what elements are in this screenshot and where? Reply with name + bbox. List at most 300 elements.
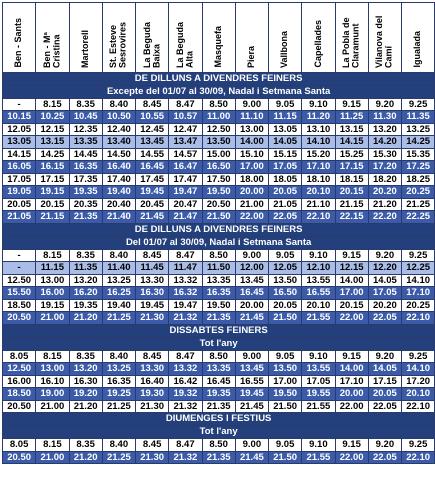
departure-time: 9.20 (368, 98, 401, 111)
departure-time: 19.32 (169, 388, 202, 401)
timetable-row (3, 198, 435, 211)
departure-time: 16.42 (169, 375, 202, 388)
departure-time: 13.35 (202, 274, 235, 287)
departure-time: 16.00 (36, 287, 69, 300)
departure-time: 21.20 (69, 451, 102, 464)
departure-time: - (3, 249, 36, 262)
departure-time: 13.45 (136, 136, 169, 149)
departure-time: 13.20 (69, 274, 102, 287)
departure-time: 20.50 (202, 198, 235, 211)
departure-time: 17.50 (202, 173, 235, 186)
timetable-row (3, 249, 435, 262)
departure-time: 12.05 (269, 262, 302, 275)
departure-time: 8.15 (36, 439, 69, 452)
departure-time: 20.20 (368, 299, 401, 312)
timetable-row (3, 123, 435, 136)
departure-time: 18.15 (335, 173, 368, 186)
departure-time: 21.32 (169, 400, 202, 413)
departure-time: 9.00 (235, 439, 268, 452)
departure-time: 21.05 (3, 211, 36, 224)
departure-time: 12.25 (402, 262, 435, 275)
departure-time: 21.30 (136, 400, 169, 413)
departure-time: 14.57 (169, 148, 202, 161)
departure-time: 16.50 (269, 287, 302, 300)
departure-time: 10.55 (136, 111, 169, 124)
departure-time: 17.05 (269, 161, 302, 174)
departure-time: 14.25 (402, 136, 435, 149)
section-title: DISSABTES FEINERS (3, 324, 435, 337)
departure-time: 16.35 (202, 287, 235, 300)
timetable-body (3, 3, 435, 464)
departure-time: 18.05 (269, 173, 302, 186)
departure-time: 19.50 (202, 299, 235, 312)
departure-time: 17.40 (102, 173, 135, 186)
departure-time: 13.10 (302, 123, 335, 136)
departure-time: 8.45 (136, 350, 169, 363)
departure-time: 20.25 (402, 299, 435, 312)
departure-time: 14.00 (335, 363, 368, 376)
station-name: Capellades (312, 20, 323, 68)
departure-time: 8.47 (169, 98, 202, 111)
departure-time: 21.45 (235, 451, 268, 464)
departure-time: 10.57 (169, 111, 202, 124)
departure-time: 20.05 (269, 299, 302, 312)
departure-time: 21.25 (102, 451, 135, 464)
station-name: Vilanova del Camí (374, 15, 394, 68)
departure-time: 20.25 (402, 186, 435, 199)
departure-time: 20.05 (269, 186, 302, 199)
departure-time: 19.47 (169, 186, 202, 199)
departure-time: 17.00 (335, 287, 368, 300)
departure-time: 13.00 (36, 274, 69, 287)
departure-time: 20.00 (235, 186, 268, 199)
departure-time: 20.20 (368, 186, 401, 199)
departure-time: 12.50 (202, 123, 235, 136)
departure-time: 21.30 (136, 312, 169, 325)
departure-time: 13.00 (235, 123, 268, 136)
departure-time: 11.30 (368, 111, 401, 124)
departure-time: 8.15 (36, 350, 69, 363)
departure-time: 20.15 (36, 198, 69, 211)
station-header (202, 3, 235, 73)
departure-time: 17.15 (335, 161, 368, 174)
departure-time: 8.47 (169, 439, 202, 452)
departure-time: 13.45 (235, 363, 268, 376)
departure-time: 21.50 (202, 211, 235, 224)
departure-time: 21.20 (69, 312, 102, 325)
departure-time: 20.05 (3, 198, 36, 211)
departure-time: 20.45 (136, 198, 169, 211)
departure-time: 21.32 (169, 451, 202, 464)
departure-time: 8.45 (136, 439, 169, 452)
departure-time: 19.35 (69, 299, 102, 312)
departure-time: 9.00 (235, 249, 268, 262)
departure-time: 22.05 (269, 211, 302, 224)
station-name: St. Esteve Sesrovires (108, 21, 128, 68)
departure-time: 21.32 (169, 312, 202, 325)
section-subtitle-row (3, 236, 435, 249)
departure-time: 17.15 (368, 375, 401, 388)
station-name: La Beguda Alta (174, 21, 195, 68)
departure-time: 11.00 (202, 111, 235, 124)
departure-time: 19.35 (69, 186, 102, 199)
departure-time: 14.05 (368, 363, 401, 376)
departure-time: 16.55 (235, 375, 268, 388)
departure-time: 8.50 (202, 249, 235, 262)
departure-time: 11.35 (402, 111, 435, 124)
departure-time: 21.25 (102, 400, 135, 413)
departure-time: 9.05 (269, 98, 302, 111)
departure-time: 14.05 (368, 274, 401, 287)
departure-time: 13.20 (69, 363, 102, 376)
departure-time: 10.25 (36, 111, 69, 124)
station-name: La Pobla de Claramunt (341, 17, 361, 68)
departure-time: 22.10 (402, 400, 435, 413)
departure-time: 20.35 (69, 198, 102, 211)
departure-time: 13.25 (402, 123, 435, 136)
departure-time: 22.10 (302, 211, 335, 224)
station-header (368, 3, 401, 73)
station-name: Masquefa (212, 26, 223, 68)
departure-time: 22.15 (335, 211, 368, 224)
departure-time: 17.10 (335, 375, 368, 388)
departure-time: 21.45 (136, 211, 169, 224)
departure-time: 13.25 (102, 274, 135, 287)
departure-time: 14.20 (368, 136, 401, 149)
departure-time: 15.00 (202, 148, 235, 161)
departure-time: 17.10 (302, 161, 335, 174)
departure-time: 8.15 (36, 98, 69, 111)
departure-time: 19.45 (136, 299, 169, 312)
departure-time: 16.00 (3, 375, 36, 388)
departure-time: 17.05 (3, 173, 36, 186)
departure-time: 21.25 (102, 312, 135, 325)
timetable-row (3, 262, 435, 275)
departure-time: 8.35 (69, 350, 102, 363)
departure-time: 8.35 (69, 439, 102, 452)
departure-time: 16.10 (36, 375, 69, 388)
departure-time: 19.47 (169, 299, 202, 312)
section-subtitle: Tot l'any (3, 426, 435, 439)
departure-time: 20.50 (3, 400, 36, 413)
departure-time: 19.20 (69, 388, 102, 401)
departure-time: 13.00 (36, 363, 69, 376)
departure-time: 19.35 (202, 388, 235, 401)
station-name: Martorell (79, 29, 90, 68)
departure-time: 20.15 (335, 186, 368, 199)
timetable-row (3, 98, 435, 111)
departure-time: 21.05 (269, 198, 302, 211)
departure-time: 14.25 (36, 148, 69, 161)
departure-time: 21.00 (36, 312, 69, 325)
departure-time: 13.05 (3, 136, 36, 149)
departure-time: 17.00 (269, 375, 302, 388)
departure-time: 19.40 (102, 299, 135, 312)
departure-time: 16.35 (102, 375, 135, 388)
departure-time: 16.50 (202, 161, 235, 174)
departure-time: 12.35 (69, 123, 102, 136)
departure-time: 21.55 (302, 400, 335, 413)
departure-time: 19.40 (102, 186, 135, 199)
departure-time: 21.55 (302, 312, 335, 325)
departure-time: 21.45 (235, 400, 268, 413)
departure-time: 14.45 (69, 148, 102, 161)
section-title: DIUMENGES I FESTIUS (3, 413, 435, 426)
departure-time: 13.20 (368, 123, 401, 136)
departure-time: 21.15 (335, 198, 368, 211)
departure-time: 20.00 (335, 388, 368, 401)
departure-time: 8.05 (3, 439, 36, 452)
departure-time: 11.25 (335, 111, 368, 124)
departure-time: 12.15 (36, 123, 69, 136)
departure-time: 21.25 (402, 198, 435, 211)
departure-time: 20.00 (235, 299, 268, 312)
departure-time: 22.05 (368, 312, 401, 325)
section-title: DE DILLUNS A DIVENDRES FEINERS (3, 72, 435, 85)
departure-time: 10.50 (102, 111, 135, 124)
departure-time: 11.35 (69, 262, 102, 275)
departure-time: 22.10 (402, 312, 435, 325)
timetable-row (3, 136, 435, 149)
section-title-row (3, 324, 435, 337)
departure-time: 19.50 (202, 186, 235, 199)
timetable-row (3, 363, 435, 376)
departure-time: 9.00 (235, 350, 268, 363)
departure-time: 13.50 (202, 136, 235, 149)
departure-time: 17.20 (368, 161, 401, 174)
section-subtitle-row (3, 426, 435, 439)
station-header (102, 3, 135, 73)
departure-time: 16.47 (169, 161, 202, 174)
station-name: Ben - Sants (13, 18, 24, 68)
departure-time: 21.00 (235, 198, 268, 211)
departure-time: 8.35 (69, 98, 102, 111)
departure-time: 12.15 (335, 262, 368, 275)
departure-time: 16.25 (102, 287, 135, 300)
departure-time: 20.47 (169, 198, 202, 211)
departure-time: 20.15 (335, 299, 368, 312)
departure-time: 20.10 (402, 388, 435, 401)
departure-time: 12.00 (235, 262, 268, 275)
timetable-row (3, 161, 435, 174)
station-header (235, 3, 268, 73)
departure-time: 17.35 (69, 173, 102, 186)
section-subtitle: Excepte del 01/07 al 30/09, Nadal i Setmana Santa (3, 85, 435, 98)
departure-time: 8.05 (3, 350, 36, 363)
departure-time: 13.40 (102, 136, 135, 149)
departure-time: 19.30 (136, 388, 169, 401)
departure-time: 14.00 (335, 274, 368, 287)
departure-time: 21.20 (368, 198, 401, 211)
departure-time: 17.10 (402, 287, 435, 300)
station-name: Vallbona (279, 30, 290, 68)
timetable (2, 2, 435, 464)
section-title-row (3, 223, 435, 236)
departure-time: 17.05 (368, 287, 401, 300)
station-header (302, 3, 335, 73)
station-name: Piera (246, 45, 257, 68)
departure-time: 17.00 (235, 161, 268, 174)
timetable-row (3, 350, 435, 363)
departure-time: 8.45 (136, 98, 169, 111)
departure-time: 8.15 (36, 249, 69, 262)
departure-time: 9.05 (269, 249, 302, 262)
departure-time: 9.15 (335, 249, 368, 262)
departure-time: 8.50 (202, 350, 235, 363)
departure-time: 21.50 (269, 312, 302, 325)
departure-time: 18.20 (368, 173, 401, 186)
departure-time: 18.10 (302, 173, 335, 186)
station-header (169, 3, 202, 73)
departure-time: 9.20 (368, 439, 401, 452)
departure-time: 13.05 (269, 123, 302, 136)
departure-time: 9.20 (368, 249, 401, 262)
departure-time: 10.15 (3, 111, 36, 124)
departure-time: 19.05 (3, 186, 36, 199)
station-header (3, 3, 36, 73)
departure-time: 21.55 (302, 451, 335, 464)
departure-time: 19.45 (136, 186, 169, 199)
timetable-row (3, 400, 435, 413)
departure-time: 13.35 (69, 136, 102, 149)
departure-time: 11.10 (235, 111, 268, 124)
departure-time: 8.40 (102, 350, 135, 363)
section-subtitle: Del 01/07 al 30/09, Nadal i Setmana Santa (3, 236, 435, 249)
departure-time: 19.55 (302, 388, 335, 401)
departure-time: 14.00 (235, 136, 268, 149)
departure-time: 14.10 (302, 136, 335, 149)
departure-time: 13.50 (269, 274, 302, 287)
departure-time: 13.55 (302, 274, 335, 287)
departure-time: 17.15 (36, 173, 69, 186)
timetable-row (3, 274, 435, 287)
departure-time: 21.35 (202, 451, 235, 464)
departure-time: 13.35 (202, 363, 235, 376)
departure-time: 15.25 (335, 148, 368, 161)
station-header (136, 3, 169, 73)
departure-time: 9.25 (402, 439, 435, 452)
departure-time: 22.10 (402, 451, 435, 464)
timetable-row (3, 299, 435, 312)
departure-time: 20.50 (3, 451, 36, 464)
departure-time: 20.10 (302, 186, 335, 199)
section-title-row (3, 413, 435, 426)
departure-time: 9.15 (335, 439, 368, 452)
departure-time: 12.05 (3, 123, 36, 136)
departure-time: 9.25 (402, 98, 435, 111)
departure-time: 22.05 (368, 400, 401, 413)
departure-time: 20.40 (102, 198, 135, 211)
departure-time: 21.00 (36, 400, 69, 413)
departure-time: 21.47 (169, 211, 202, 224)
departure-time: 8.47 (169, 249, 202, 262)
departure-time: 16.32 (169, 287, 202, 300)
departure-time: 14.10 (402, 274, 435, 287)
departure-time: 9.15 (335, 98, 368, 111)
timetable-row (3, 451, 435, 464)
departure-time: 13.15 (335, 123, 368, 136)
station-name: Igualada (412, 31, 423, 68)
departure-time: 8.35 (69, 249, 102, 262)
departure-time: 14.55 (136, 148, 169, 161)
departure-time: 14.15 (3, 148, 36, 161)
departure-time: 21.15 (36, 211, 69, 224)
departure-time: 12.10 (302, 262, 335, 275)
departure-time: 13.55 (302, 363, 335, 376)
departure-time: 13.32 (169, 274, 202, 287)
departure-time: 9.05 (269, 350, 302, 363)
station-header (36, 3, 69, 73)
departure-time: 16.40 (102, 161, 135, 174)
departure-time: 9.20 (368, 350, 401, 363)
departure-time: 13.15 (36, 136, 69, 149)
departure-time: 18.00 (235, 173, 268, 186)
station-header (269, 3, 302, 73)
departure-time: 13.32 (169, 363, 202, 376)
station-header-row (3, 3, 435, 73)
departure-time: 10.45 (69, 111, 102, 124)
departure-time: 13.47 (169, 136, 202, 149)
departure-time: 22.20 (368, 211, 401, 224)
departure-time: 12.40 (102, 123, 135, 136)
departure-time: 8.40 (102, 249, 135, 262)
departure-time: 22.25 (402, 211, 435, 224)
departure-time: 8.40 (102, 98, 135, 111)
timetable-row (3, 173, 435, 186)
departure-time: 9.25 (402, 249, 435, 262)
departure-time: 15.30 (368, 148, 401, 161)
departure-time: 20.50 (3, 312, 36, 325)
departure-time: 22.00 (335, 400, 368, 413)
departure-time: 14.10 (402, 363, 435, 376)
departure-time: 22.00 (335, 312, 368, 325)
departure-time: 13.50 (269, 363, 302, 376)
departure-time: 16.45 (202, 375, 235, 388)
departure-time: 18.25 (402, 173, 435, 186)
departure-time: 11.45 (136, 262, 169, 275)
departure-time: 22.00 (235, 211, 268, 224)
section-title: DE DILLUNS A DIVENDRES FEINERS (3, 223, 435, 236)
departure-time: 20.05 (368, 388, 401, 401)
timetable-row (3, 287, 435, 300)
departure-time: 8.45 (136, 249, 169, 262)
departure-time: 16.35 (69, 161, 102, 174)
departure-time: 8.50 (202, 439, 235, 452)
departure-time: 9.10 (302, 98, 335, 111)
departure-time: 18.50 (3, 299, 36, 312)
departure-time: 13.30 (136, 363, 169, 376)
departure-time: 16.45 (235, 287, 268, 300)
departure-time: 21.35 (202, 312, 235, 325)
departure-time: - (3, 98, 36, 111)
timetable-row (3, 186, 435, 199)
timetable-row (3, 388, 435, 401)
timetable-row (3, 375, 435, 388)
departure-time: 16.30 (69, 375, 102, 388)
departure-time: 15.15 (269, 148, 302, 161)
station-name: La Beguda Baixa (141, 21, 162, 68)
departure-time: - (3, 262, 36, 275)
timetable-row (3, 111, 435, 124)
departure-time: 21.40 (102, 211, 135, 224)
departure-time: 22.05 (368, 451, 401, 464)
departure-time: 9.00 (235, 98, 268, 111)
departure-time: 21.50 (269, 451, 302, 464)
departure-time: 14.50 (102, 148, 135, 161)
timetable-row (3, 439, 435, 452)
departure-time: 21.45 (235, 312, 268, 325)
departure-time: 12.50 (3, 274, 36, 287)
